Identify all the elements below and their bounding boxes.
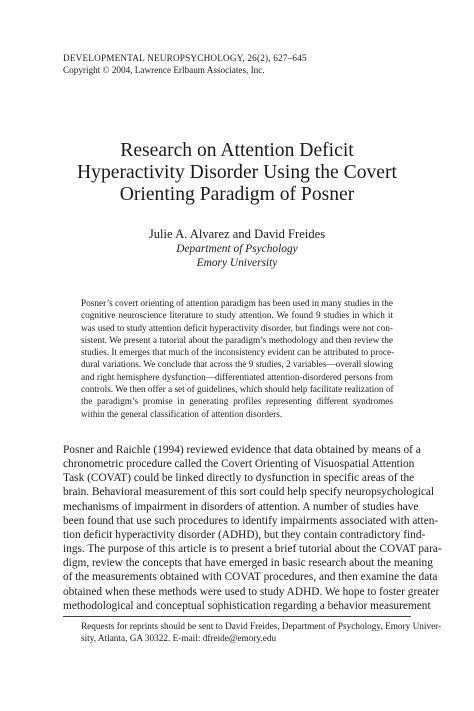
abstract-line: the paradigm’s promise in generating profiles representing different syndromes <box>81 397 393 408</box>
copyright-line: Copyright © 2004, Lawrence Erlbaum Associates, Inc. <box>63 64 265 75</box>
body-line: brain. Behavioral measurement of this sort could help specify neuropsychological <box>63 486 435 499</box>
author-university: Emory University <box>196 257 278 269</box>
journal-header <box>63 53 307 76</box>
abstract <box>81 298 393 421</box>
body-line: ings. The purpose of this article is to present a brief tutorial about the COVAT para- <box>63 543 442 556</box>
body-line: chronometric procedure called the Covert Orienting of Visuospatial Attention <box>63 458 415 471</box>
title-line: Research on Attention Deficit <box>120 140 354 161</box>
abstract-line: studies. It emerges that much of the inconsistency evident can be attributed to proce- <box>81 348 395 359</box>
body-line: digm, review the concepts that have emerged in basic research about the meaning <box>63 557 433 570</box>
footnote-line: Requests for reprints should be sent to David Freides, Department of Psychology, Emory Univer- <box>81 622 442 632</box>
footnote-line: sity, Atlanta, GA 30322. E-mail: dfreide@emory.edu <box>81 634 277 644</box>
abstract-line: within the general classification of attention disorders. <box>81 409 283 420</box>
abstract-line: controls. We then offer a set of guidelines, which should help facilitate realization of <box>81 385 394 396</box>
body-line: Posner and Raichle (1994) reviewed evidence that data obtained by means of a <box>63 444 421 456</box>
abstract-line: dural variations. We conclude that across the 9 studies, 2 variables—overall slowing <box>81 360 393 371</box>
body-line: obtained when these methods were used to study ADHD. We hope to foster greater <box>63 585 440 598</box>
journal-citation: DEVELOPMENTAL NEUROPSYCHOLOGY, 26(2), 627–645 <box>63 53 307 63</box>
abstract-line: Posner’s covert orienting of attention paradigm has been used in many studies in the <box>81 299 393 309</box>
abstract-line: was used to study attention deficit hyperactivity disorder, but findings were not con- <box>81 323 393 334</box>
footnote <box>81 621 442 645</box>
body-line: methodological and conceptual sophistication regarding a behavior measurement <box>63 599 431 612</box>
abstract-line: sistent. We present a tutorial about the paradigm’s methodology and then review the <box>81 335 393 346</box>
body-line: mechanisms of impairment in disorders of attention. A number of studies have <box>63 500 419 513</box>
abstract-line: and right hemisphere dysfunction—differentiated attention-disordered persons from <box>81 372 393 383</box>
footnote-divider <box>63 616 411 617</box>
body-text <box>63 443 442 613</box>
article-title <box>40 140 434 206</box>
author-names: Julie A. Alvarez and David Freides <box>148 227 326 241</box>
title-line: Hyperactivity Disorder Using the Covert <box>77 162 397 183</box>
body-line: Task (COVAT) could be linked directly to dysfunction in specific areas of the <box>63 472 415 485</box>
author-block <box>40 227 434 270</box>
body-line: been found that use such procedures to identify impairments associated with atten- <box>63 514 439 527</box>
title-line: Orienting Paradigm of Posner <box>119 184 355 205</box>
body-line: of the measurements obtained with COVAT procedures, and then examine the data <box>63 571 438 584</box>
body-line: tion deficit hyperactivity disorder (ADHD), but they contain contradictory find- <box>63 528 426 541</box>
abstract-line: cognitive neuroscience literature to study attention. We found 9 studies in which it <box>81 311 393 322</box>
author-department: Department of Psychology <box>176 243 298 255</box>
